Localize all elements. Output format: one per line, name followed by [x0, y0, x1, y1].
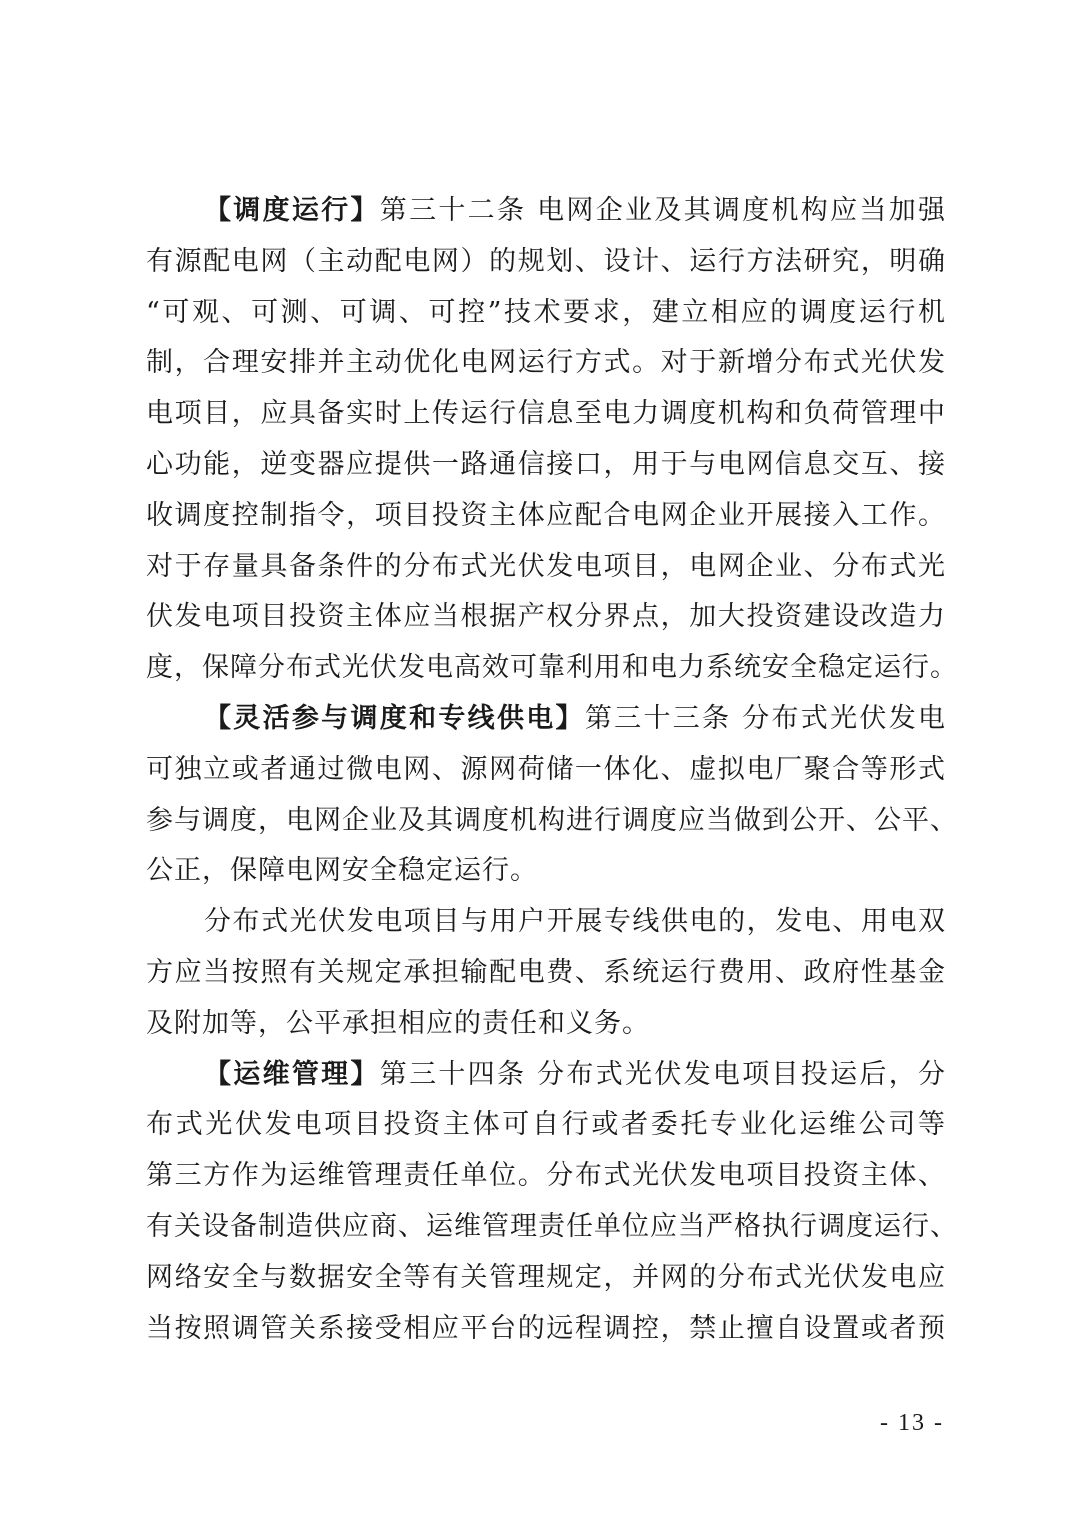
article-heading: 【运维管理】 [204, 1058, 380, 1090]
line-text: 收调度控制指令，项目投资主体应配合电网企业开展接入工作。 [146, 499, 946, 531]
text-line [146, 288, 946, 339]
text-line [146, 440, 946, 491]
line-text: 伏发电项目投资主体应当根据产权分界点，加大投资建设改造力 [146, 601, 946, 633]
line-text: 有关设备制造供应商、运维管理责任单位应当严格执行调度运行、 [146, 1210, 958, 1242]
text-line [146, 338, 946, 389]
page-number: - 13 - [880, 1410, 944, 1436]
text-line [146, 694, 946, 745]
text-line [146, 846, 946, 897]
line-text: 布式光伏发电项目投资主体可自行或者委托专业化运维公司等 [146, 1109, 946, 1141]
text-line [146, 999, 946, 1050]
text-line [146, 237, 946, 288]
text-line [146, 745, 946, 796]
text-line [146, 897, 946, 948]
line-text: 公正，保障电网安全稳定运行。 [146, 855, 538, 887]
line-text: 电项目，应具备实时上传运行信息至电力调度机构和负荷管理中 [146, 398, 946, 430]
line-text: 可独立或者通过微电网、源网荷储一体化、虚拟电厂聚合等形式 [146, 753, 946, 785]
article-heading: 【灵活参与调度和专线供电】 [204, 702, 585, 734]
line-text: 第三十四条 分布式光伏发电项目投运后，分 [379, 1058, 946, 1090]
line-text: 方应当按照有关规定承担输配电费、系统运行费用、政府性基金 [146, 956, 946, 988]
text-line [146, 1253, 946, 1304]
line-text: 分布式光伏发电项目与用户开展专线供电的，发电、用电双 [204, 906, 946, 938]
line-text: 网络安全与数据安全等有关管理规定，并网的分布式光伏发电应 [146, 1261, 946, 1293]
line-text: 第三十二条 电网企业及其调度机构应当加强 [379, 195, 946, 226]
article-heading: 【调度运行】 [204, 195, 380, 226]
line-text: 有源配电网（主动配电网）的规划、设计、运行方法研究，明确 [146, 245, 946, 277]
line-text: 第三十三条 分布式光伏发电 [584, 702, 946, 734]
line-text: “可观、可测、可调、可控”技术要求，建立相应的调度运行机 [146, 296, 946, 328]
text-line [146, 1151, 946, 1202]
line-text: 制，合理安排并主动优化电网运行方式。对于新增分布式光伏发 [146, 347, 946, 379]
line-text: 心功能，逆变器应提供一路通信接口，用于与电网信息交互、接 [146, 448, 946, 480]
text-line [146, 491, 946, 542]
line-text: 及附加等，公平承担相应的责任和义务。 [146, 1007, 650, 1039]
text-line [146, 542, 946, 593]
document-body [146, 186, 958, 1354]
text-line [146, 796, 958, 847]
text-line [146, 1050, 946, 1101]
text-line [146, 948, 946, 999]
line-text: 参与调度，电网企业及其调度机构进行调度应当做到公开、公平、 [146, 804, 958, 836]
text-line [146, 643, 958, 694]
text-line [146, 186, 946, 237]
line-text: 当按照调管关系接受相应平台的远程调控，禁止擅自设置或者预 [146, 1312, 946, 1344]
line-text: 第三方作为运维管理责任单位。分布式光伏发电项目投资主体、 [146, 1160, 946, 1192]
text-line [146, 389, 946, 440]
text-line [146, 1100, 946, 1151]
text-line [146, 1202, 958, 1253]
text-line [146, 1304, 946, 1355]
line-text: 对于存量具备条件的分布式光伏发电项目，电网企业、分布式光 [146, 550, 946, 582]
line-text: 度，保障分布式光伏发电高效可靠利用和电力系统安全稳定运行。 [146, 652, 958, 684]
text-line [146, 592, 946, 643]
